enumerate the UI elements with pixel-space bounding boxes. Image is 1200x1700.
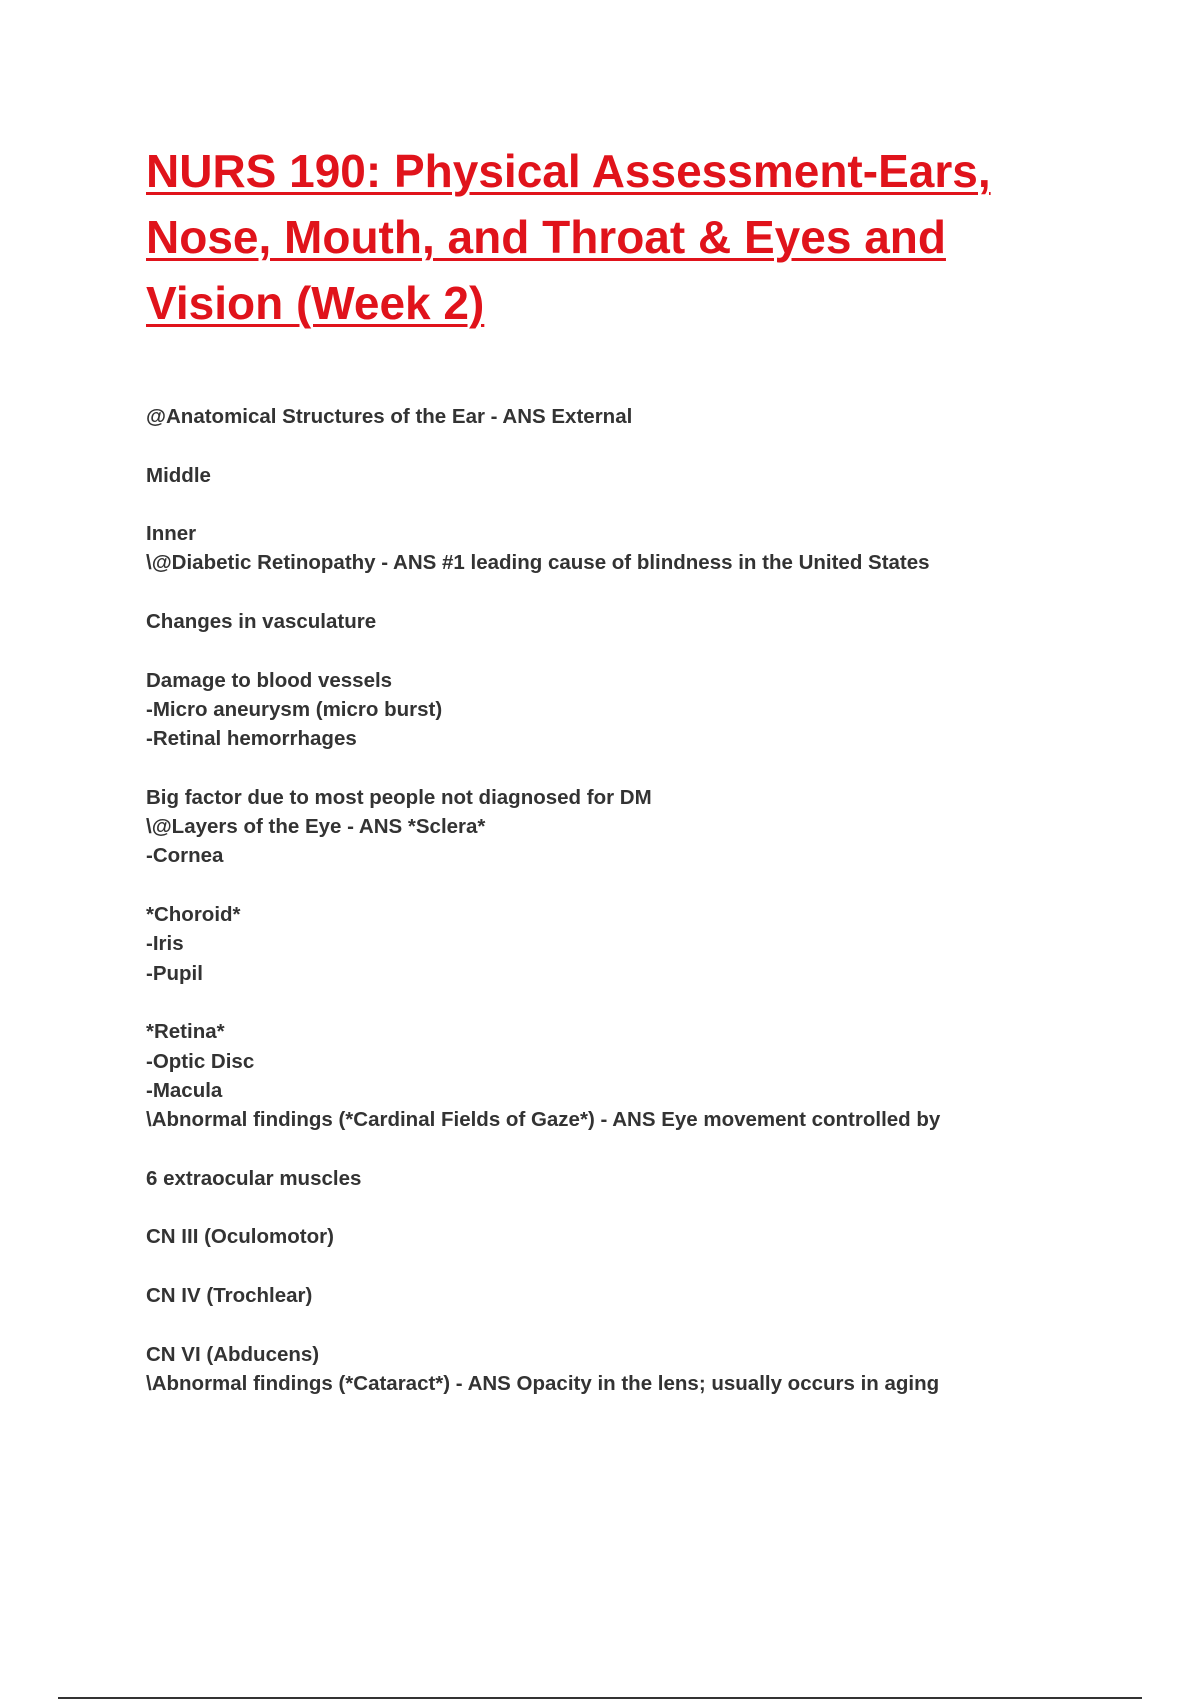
text-line: CN IV (Trochlear): [146, 1283, 313, 1307]
text-line: *Choroid*: [146, 903, 241, 927]
text-line: *Retina*: [146, 1020, 225, 1044]
document-title: NURS 190: Physical Assessment-Ears, Nose, Mouth, and Throat & Eyes and Vision (Week 2): [146, 145, 991, 329]
blank-line: [146, 1193, 1106, 1222]
blank-line: [146, 1134, 1106, 1163]
blank-line: [146, 1252, 1106, 1281]
text-line: \@Diabetic Retinopathy - ANS #1 leading cause of blindness in the United States: [146, 551, 930, 575]
text-line: \Abnormal findings (*Cardinal Fields of Gaze*) - ANS Eye movement controlled by: [146, 1108, 941, 1132]
text-line: CN III (Oculomotor): [146, 1225, 334, 1249]
text-line: -Optic Disc: [146, 1049, 255, 1073]
text-line: -Micro aneurysm (micro burst): [146, 697, 443, 721]
blank-line: [146, 871, 1106, 900]
text-line: 6 extraocular muscles: [146, 1166, 362, 1190]
text-line: -Retinal hemorrhages: [146, 727, 357, 751]
blank-line: [146, 431, 1106, 460]
blank-line: [146, 636, 1106, 665]
text-line: -Iris: [146, 932, 184, 956]
blank-line: [146, 754, 1106, 783]
text-line: CN VI (Abducens): [146, 1342, 320, 1366]
text-line: Inner: [146, 522, 197, 546]
text-line: Changes in vasculature: [146, 610, 377, 634]
blank-line: [146, 988, 1106, 1017]
document-body: [146, 402, 1106, 1398]
page-bottom-rule: [58, 1697, 1142, 1699]
text-line: -Pupil: [146, 961, 203, 985]
text-line: Big factor due to most people not diagnosed for DM: [146, 785, 652, 809]
text-line: -Macula: [146, 1078, 223, 1102]
text-line: -Cornea: [146, 844, 224, 868]
text-line: \@Layers of the Eye - ANS *Sclera*: [146, 815, 486, 839]
text-line: @Anatomical Structures of the Ear - ANS External: [146, 405, 633, 428]
blank-line: [146, 490, 1106, 519]
blank-line: [146, 1310, 1106, 1339]
text-line: Damage to blood vessels: [146, 668, 393, 692]
blank-line: [146, 578, 1106, 607]
text-line: Middle: [146, 463, 211, 487]
text-line: \Abnormal findings (*Cataract*) - ANS Opacity in the lens; usually occurs in aging: [146, 1371, 940, 1395]
